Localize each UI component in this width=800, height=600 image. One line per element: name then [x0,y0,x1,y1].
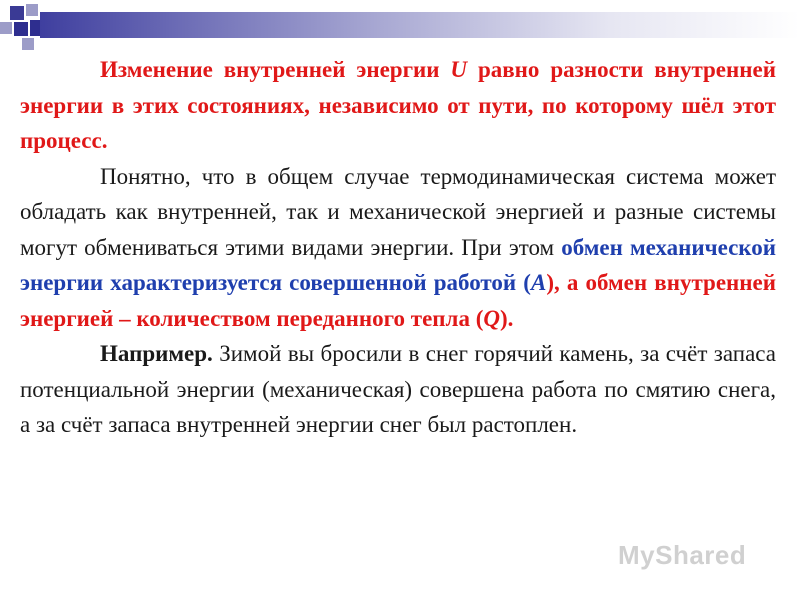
square-decoration [26,4,38,16]
variable-q: Q [483,305,500,331]
square-decoration [22,38,34,50]
square-decoration [14,22,28,36]
watermark: MyShared [618,540,747,570]
paragraph-example [20,336,776,443]
square-decoration [0,22,12,34]
example-lead: Например. [100,341,213,366]
variable-u: U [450,57,468,82]
header-gradient-bar [40,12,800,38]
heat-exchange-text: ). [499,305,514,331]
paragraph-explanation [20,159,776,337]
paragraph-definition [20,52,776,159]
heat-exchange-text: ), а обмен внутренней энергией – количеством переданного тепла ( [20,270,776,331]
work-exchange-text: обмен механической энергии характеризуется совершенной работой ( [20,234,777,295]
variable-a: A [530,270,547,295]
slide-content [20,52,776,443]
definition-text: Изменение внутренней энергии [100,57,451,82]
definition-text: равно разности внутренней энергии в этих состояниях, независимо от пути, по которому шёл этот процесс. [20,57,776,153]
explanation-text: Понятно, что в общем случае термодинамическая система может обладать как внутренней, так и механической энергией и разные системы могут обмениваться этими видами энергии. При этом [20,163,776,260]
example-text: Зимой вы бросили в снег горячий камень, за счёт запаса потенциальной энергии (механическая) совершена работа по смятию снега, а за счёт запаса внутренней энергии снег был растоплен. [20,341,776,437]
square-decoration [10,6,24,20]
